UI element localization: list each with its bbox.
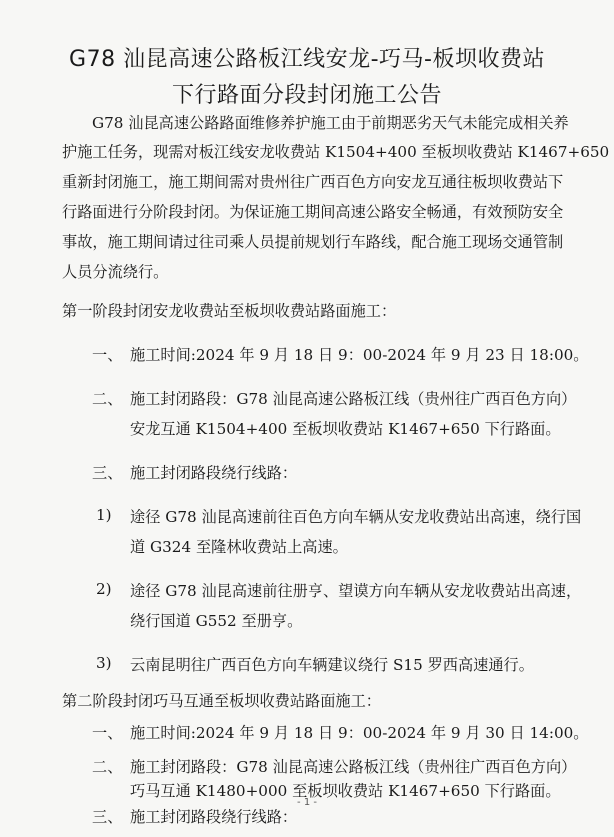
stage2-item-text: 巧马互通 K1480+000 至板坝收费站 K1467+650 下行路面。	[130, 782, 561, 800]
detour-num: 1)	[96, 506, 112, 524]
stage1-heading: 第一阶段封闭安龙收费站至板坝收费站路面施工：	[62, 302, 397, 320]
stage2-item-text: 施工封闭路段：G78 汕昆高速公路板江线（贵州往广西百色方向）	[130, 758, 577, 776]
stage1-item-num: 一、	[92, 346, 123, 364]
stage1-item-text: 施工封闭路段：G78 汕昆高速公路板江线（贵州往广西百色方向）	[130, 390, 577, 408]
detour-text: 途径 G78 汕昆高速前往百色方向车辆从安龙收费站出高速，绕行国	[130, 508, 582, 526]
page-number: - 1 -	[297, 797, 317, 808]
detour-text: 道 G324 至隆林收费站上高速。	[130, 538, 348, 556]
stage1-item-text: 施工封闭路段绕行线路：	[130, 464, 298, 482]
intro-line: 事故，施工期间请过往司乘人员提前规划行车路线，配合施工现场交通管制	[62, 233, 564, 251]
stage2-heading: 第二阶段封闭巧马互通至板坝收费站路面施工：	[62, 692, 381, 710]
detour-num: 2)	[96, 580, 112, 598]
title-line-2: 下行路面分段封闭施工公告	[171, 83, 442, 108]
detour-text: 绕行国道 G552 至册亨。	[130, 612, 303, 630]
intro-line: G78 汕昆高速公路路面维修养护施工由于前期恶劣天气未能完成相关养	[92, 114, 569, 132]
detour-text: 云南昆明往广西百色方向车辆建议绕行 S15 罗西高速通行。	[130, 656, 534, 674]
stage2-item-text: 施工时间:2024 年 9 月 18 日 9：00-2024 年 9 月 30 日 14:00。	[130, 724, 589, 742]
intro-line: 人员分流绕行。	[62, 263, 169, 281]
intro-line: 重新封闭施工，施工期间需对贵州往广西百色方向安龙互通往板坝收费站下	[62, 173, 564, 191]
detour-num: 3)	[96, 654, 112, 672]
stage2-item-num: 三、	[92, 808, 123, 826]
stage2-item-num: 二、	[92, 758, 123, 776]
detour-text: 途径 G78 汕昆高速前往册亨、望谟方向车辆从安龙收费站出高速，	[130, 582, 582, 600]
title-line-1: G78 汕昆高速公路板江线安龙-巧马-板坝收费站	[69, 47, 545, 72]
intro-line: 护施工任务，现需对板江线安龙收费站 K1504+400 至板坝收费站 K1467+650	[62, 143, 610, 161]
intro-line: 行路面进行分阶段封闭。为保证施工期间高速公路安全畅通，有效预防安全	[62, 203, 564, 221]
stage2-item-text: 施工封闭路段绕行线路：	[130, 808, 298, 826]
stage1-item-num: 二、	[92, 390, 123, 408]
stage1-item-num: 三、	[92, 464, 123, 482]
stage2-item-num: 一、	[92, 724, 123, 742]
stage1-item-text: 施工时间:2024 年 9 月 18 日 9：00-2024 年 9 月 23 日 18:00。	[130, 346, 589, 364]
stage1-item-text: 安龙互通 K1504+400 至板坝收费站 K1467+650 下行路面。	[130, 420, 561, 438]
